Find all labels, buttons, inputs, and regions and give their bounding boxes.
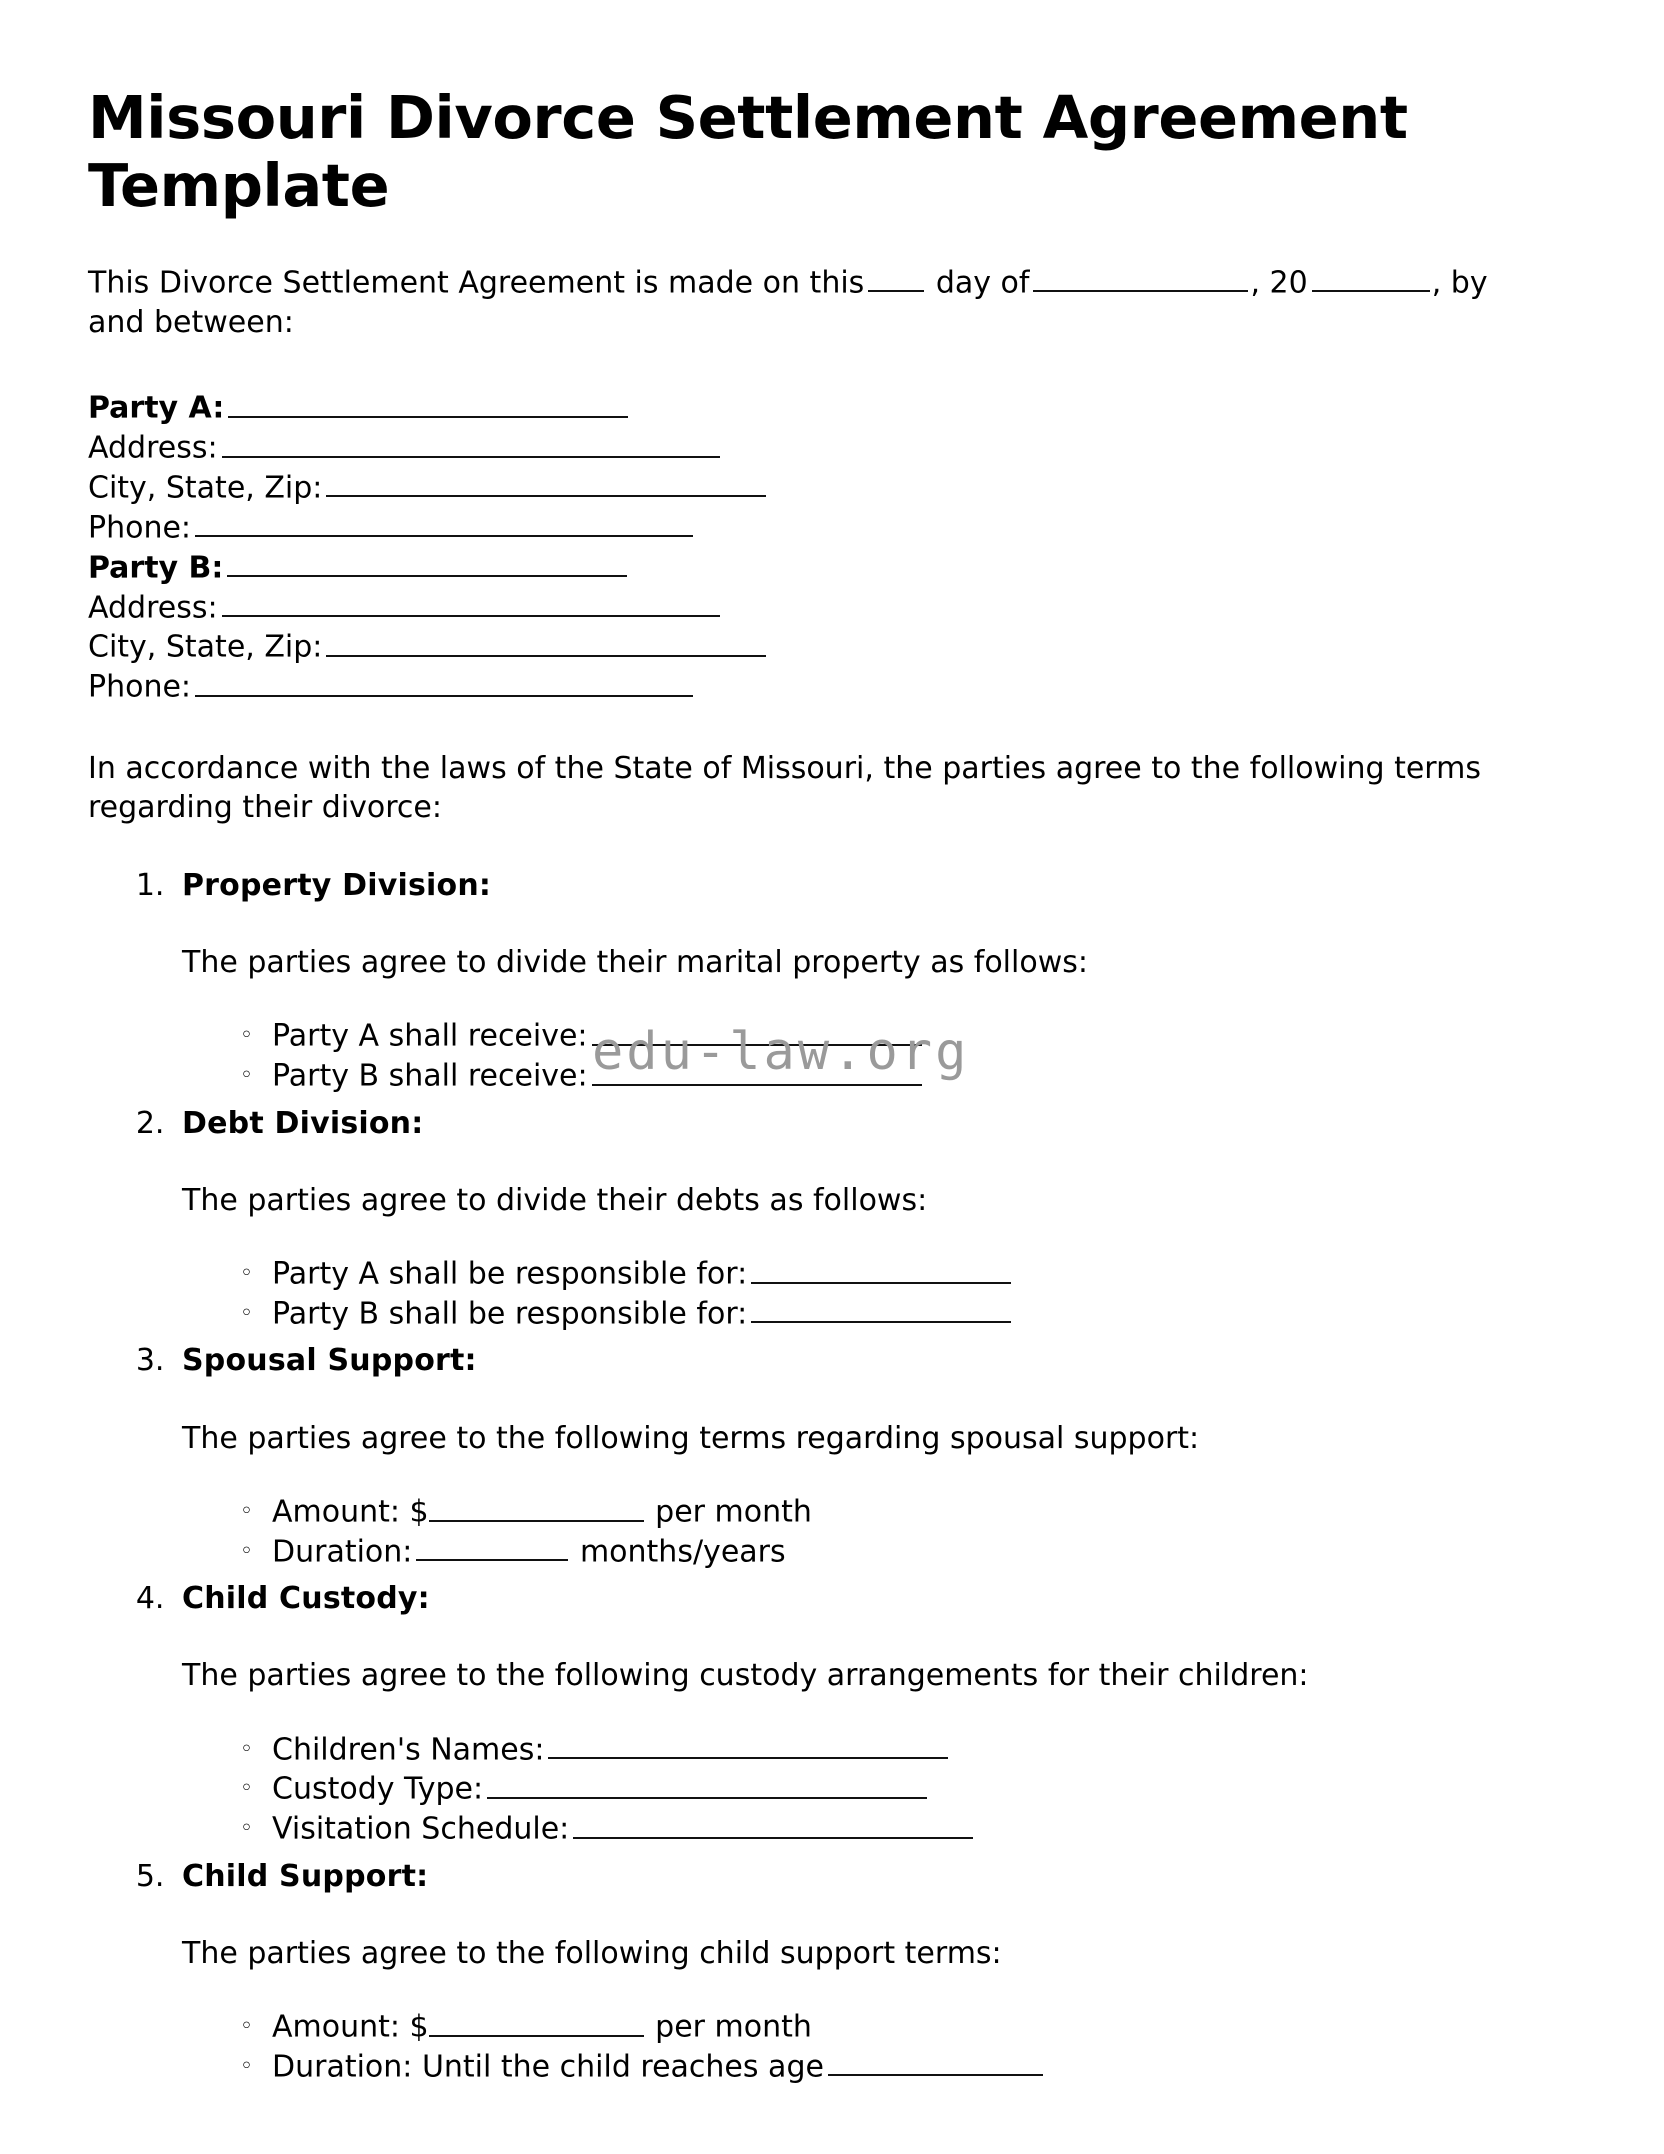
- section-title: Property Division:: [182, 867, 492, 903]
- section-debt-division: [174, 1104, 1548, 1334]
- party-a-name-line: [88, 388, 1548, 428]
- list-item: [240, 1016, 1548, 1056]
- list-item: [240, 1532, 1548, 1572]
- party-a-address-label: Address:: [88, 430, 218, 466]
- item-label: Amount: $: [272, 1494, 429, 1530]
- party-a-label: Party A:: [88, 390, 225, 426]
- section-paragraph: The parties agree to the following terms regarding spousal support:: [182, 1420, 1200, 1456]
- circle-bullet-icon: ◦: [240, 1776, 253, 1802]
- terms-list: [88, 866, 1548, 2087]
- blank-party-b-phone[interactable]: [195, 667, 693, 697]
- party-b-label: Party B:: [88, 550, 224, 586]
- blank-field[interactable]: [573, 1809, 973, 1839]
- circle-bullet-icon: ◦: [240, 1062, 253, 1088]
- blank-day[interactable]: [868, 263, 924, 293]
- party-a-phone-line: [88, 508, 1548, 548]
- party-b-phone-line: [88, 667, 1548, 707]
- section-paragraph: The parties agree to divide their marital property as follows:: [182, 945, 1088, 981]
- list-item: [240, 1254, 1548, 1294]
- section-paragraph: The parties agree to divide their debts as follows:: [182, 1182, 928, 1218]
- section-property-division: [174, 866, 1548, 1096]
- list-item: [240, 1769, 1548, 1809]
- party-a-address-line: [88, 428, 1548, 468]
- item-suffix: months/years: [579, 1534, 786, 1570]
- site-watermark: edu-law.org: [592, 1022, 970, 1082]
- section-child-support: [174, 1857, 1548, 2087]
- intro-text-part3: , 20: [1250, 265, 1308, 301]
- blank-party-b-city[interactable]: [326, 627, 766, 657]
- section-items: [182, 1730, 1548, 1849]
- party-b-name-line: [88, 548, 1548, 588]
- section-items: [182, 2007, 1548, 2086]
- item-label: Children's Names:: [272, 1732, 545, 1768]
- section-items: [182, 1016, 1548, 1095]
- blank-field[interactable]: [751, 1254, 1011, 1284]
- item-label: Party B shall receive:: [272, 1058, 588, 1094]
- item-label: Party A shall be responsible for:: [272, 1256, 748, 1292]
- party-a-phone-label: Phone:: [88, 510, 192, 546]
- blank-field[interactable]: [487, 1769, 927, 1799]
- list-item: [240, 2047, 1548, 2087]
- intro-paragraph: [88, 263, 1548, 342]
- blank-field[interactable]: [828, 2047, 1043, 2077]
- blank-field[interactable]: [416, 1532, 568, 1562]
- blank-party-a-phone[interactable]: [195, 508, 693, 538]
- item-label: Duration:: [272, 1534, 413, 1570]
- blank-field[interactable]: [592, 1016, 922, 1046]
- party-b-phone-label: Phone:: [88, 669, 192, 705]
- section-paragraph: The parties agree to the following child support terms:: [182, 1935, 1002, 1971]
- section-title: Spousal Support:: [182, 1343, 477, 1379]
- party-a-city-line: [88, 468, 1548, 508]
- section-items: [182, 1492, 1548, 1571]
- item-suffix: per month: [655, 1494, 812, 1530]
- party-b-address-line: [88, 588, 1548, 628]
- intro-text-part1: This Divorce Settlement Agreement is made on this: [88, 265, 865, 301]
- page-title: Missouri Divorce Settlement Agreement Template: [88, 83, 1408, 221]
- item-label: Duration: Until the child reaches age: [272, 2049, 824, 2085]
- item-label: Custody Type:: [272, 1771, 484, 1807]
- accordance-paragraph: In accordance with the laws of the State of Missouri, the parties agree to the following terms regarding their divorce:: [88, 751, 1481, 826]
- section-title: Debt Division:: [182, 1105, 424, 1141]
- circle-bullet-icon: ◦: [240, 1023, 253, 1049]
- circle-bullet-icon: ◦: [240, 1815, 253, 1841]
- blank-party-b-address[interactable]: [222, 588, 720, 618]
- list-item: [240, 2007, 1548, 2047]
- item-label: Visitation Schedule:: [272, 1811, 570, 1847]
- list-item: [240, 1730, 1548, 1770]
- party-b-city-label: City, State, Zip:: [88, 630, 323, 665]
- circle-bullet-icon: ◦: [240, 2014, 253, 2040]
- blank-party-a-city[interactable]: [326, 468, 766, 498]
- blank-field[interactable]: [592, 1056, 922, 1086]
- blank-year[interactable]: [1312, 263, 1430, 293]
- blank-field[interactable]: [751, 1294, 1011, 1324]
- circle-bullet-icon: ◦: [240, 1261, 253, 1287]
- circle-bullet-icon: ◦: [240, 2053, 253, 2079]
- section-paragraph: The parties agree to the following custody arrangements for their children:: [182, 1658, 1309, 1694]
- circle-bullet-icon: ◦: [240, 1538, 253, 1564]
- circle-bullet-icon: ◦: [240, 1300, 253, 1326]
- party-b-address-label: Address:: [88, 590, 218, 626]
- section-items: [182, 1254, 1548, 1333]
- intro-text-part2: day of: [935, 265, 1030, 301]
- list-item: [240, 1056, 1548, 1096]
- section-child-custody: [174, 1579, 1548, 1848]
- section-title: Child Custody:: [182, 1581, 430, 1617]
- blank-party-a-name[interactable]: [228, 388, 628, 418]
- blank-party-a-address[interactable]: [222, 428, 720, 458]
- document-content: [88, 84, 1548, 2094]
- item-suffix: per month: [655, 2009, 812, 2045]
- section-title: Child Support:: [182, 1858, 429, 1894]
- list-item: [240, 1294, 1548, 1334]
- blank-party-b-name[interactable]: [227, 548, 627, 578]
- circle-bullet-icon: ◦: [240, 1736, 253, 1762]
- circle-bullet-icon: ◦: [240, 1498, 253, 1524]
- blank-field[interactable]: [429, 1492, 644, 1522]
- list-item: [240, 1809, 1548, 1849]
- item-label: Amount: $: [272, 2009, 429, 2045]
- blank-field[interactable]: [548, 1730, 948, 1760]
- item-label: Party B shall be responsible for:: [272, 1296, 748, 1332]
- blank-month[interactable]: [1033, 263, 1248, 293]
- party-b-city-line: [88, 627, 1548, 667]
- item-label: Party A shall receive:: [272, 1018, 588, 1054]
- blank-field[interactable]: [429, 2007, 644, 2037]
- party-a-block: [88, 388, 1548, 548]
- party-a-city-label: City, State, Zip:: [88, 470, 323, 506]
- intro-text-part4: , by and between:: [88, 265, 1488, 340]
- party-b-block: [88, 548, 1548, 708]
- list-item: [240, 1492, 1548, 1532]
- section-spousal-support: [174, 1341, 1548, 1571]
